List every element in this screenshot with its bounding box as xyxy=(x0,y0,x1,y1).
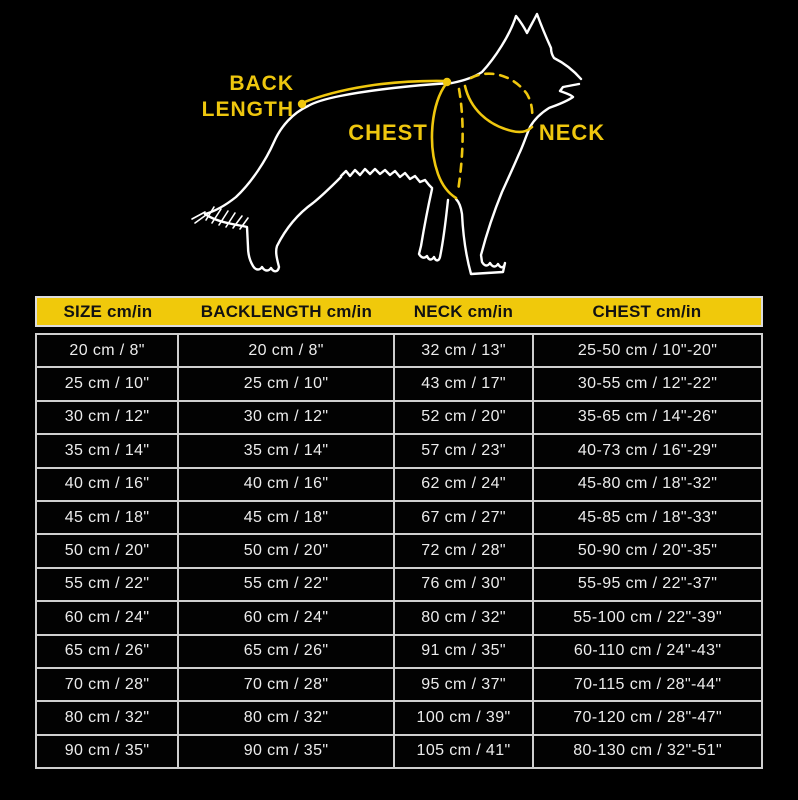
table-cell: 105 cm / 41" xyxy=(394,735,533,768)
table-cell: 55-100 cm / 22"-39" xyxy=(533,601,762,634)
table-row xyxy=(36,334,762,367)
neck-girth-dashed-line xyxy=(471,74,532,118)
table-cell: 40 cm / 16" xyxy=(178,468,394,501)
back-length-label-line1: BACK xyxy=(229,72,294,95)
column-header-neck: NECK cm/in xyxy=(413,301,514,321)
table-cell: 45-85 cm / 18"-33" xyxy=(533,501,762,534)
table-cell: 90 cm / 35" xyxy=(36,735,178,768)
table-cell: 40-73 cm / 16"-29" xyxy=(533,434,762,467)
column-header-chest: CHEST cm/in xyxy=(592,301,702,321)
table-row xyxy=(36,601,762,634)
chest-girth-dashed-line xyxy=(458,89,463,191)
table-row xyxy=(36,635,762,668)
chest-girth-solid-line xyxy=(432,84,456,198)
table-cell: 52 cm / 20" xyxy=(394,401,533,434)
table-cell: 35-65 cm / 14"-26" xyxy=(533,401,762,434)
dog-outline-illustration xyxy=(0,0,798,293)
size-table-header-bar xyxy=(35,296,763,327)
table-cell: 80 cm / 32" xyxy=(36,701,178,734)
table-cell: 25 cm / 10" xyxy=(36,367,178,400)
table-row xyxy=(36,735,762,768)
table-row xyxy=(36,568,762,601)
table-row xyxy=(36,701,762,734)
dog-measurement-illustration xyxy=(0,0,798,293)
size-table-grid xyxy=(35,333,763,769)
table-row xyxy=(36,434,762,467)
table-cell: 20 cm / 8" xyxy=(36,334,178,367)
table-cell: 32 cm / 13" xyxy=(394,334,533,367)
table-cell: 70 cm / 28" xyxy=(178,668,394,701)
table-cell: 90 cm / 35" xyxy=(178,735,394,768)
back-length-label-line2: LENGTH xyxy=(201,98,294,121)
table-cell: 30-55 cm / 12"-22" xyxy=(533,367,762,400)
neck-girth-solid-line xyxy=(465,86,532,132)
size-table xyxy=(35,296,763,769)
table-cell: 60-110 cm / 24"-43" xyxy=(533,635,762,668)
table-cell: 43 cm / 17" xyxy=(394,367,533,400)
table-cell: 72 cm / 28" xyxy=(394,534,533,567)
table-cell: 35 cm / 14" xyxy=(178,434,394,467)
table-cell: 55 cm / 22" xyxy=(178,568,394,601)
table-row xyxy=(36,668,762,701)
table-cell: 45-80 cm / 18"-32" xyxy=(533,468,762,501)
table-cell: 67 cm / 27" xyxy=(394,501,533,534)
table-cell: 55 cm / 22" xyxy=(36,568,178,601)
table-cell: 80 cm / 32" xyxy=(178,701,394,734)
column-header-size: SIZE cm/in xyxy=(63,301,153,321)
table-cell: 25-50 cm / 10"-20" xyxy=(533,334,762,367)
table-cell: 60 cm / 24" xyxy=(36,601,178,634)
dog-jaw-chest-frontleg-path xyxy=(456,84,579,274)
table-cell: 50 cm / 20" xyxy=(36,534,178,567)
table-row xyxy=(36,468,762,501)
table-cell: 30 cm / 12" xyxy=(36,401,178,434)
table-cell: 35 cm / 14" xyxy=(36,434,178,467)
table-cell: 40 cm / 16" xyxy=(36,468,178,501)
table-row xyxy=(36,501,762,534)
back-length-start-dot xyxy=(298,100,306,108)
dog-far-front-leg-path xyxy=(419,189,448,260)
table-row xyxy=(36,534,762,567)
table-cell: 100 cm / 39" xyxy=(394,701,533,734)
table-cell: 65 cm / 26" xyxy=(36,635,178,668)
table-cell: 45 cm / 18" xyxy=(178,501,394,534)
table-cell: 45 cm / 18" xyxy=(36,501,178,534)
table-cell: 76 cm / 30" xyxy=(394,568,533,601)
table-cell: 50 cm / 20" xyxy=(178,534,394,567)
table-cell: 60 cm / 24" xyxy=(178,601,394,634)
table-cell: 70-115 cm / 28"-44" xyxy=(533,668,762,701)
chest-label: CHEST xyxy=(348,120,428,145)
table-cell: 95 cm / 37" xyxy=(394,668,533,701)
table-cell: 70 cm / 28" xyxy=(36,668,178,701)
table-cell: 25 cm / 10" xyxy=(178,367,394,400)
size-table-body xyxy=(36,334,762,768)
table-cell: 70-120 cm / 28"-47" xyxy=(533,701,762,734)
table-cell: 20 cm / 8" xyxy=(178,334,394,367)
table-cell: 55-95 cm / 22"-37" xyxy=(533,568,762,601)
table-cell: 91 cm / 35" xyxy=(394,635,533,668)
table-cell: 57 cm / 23" xyxy=(394,434,533,467)
table-cell: 62 cm / 24" xyxy=(394,468,533,501)
table-row xyxy=(36,367,762,400)
dog-belly-fur-path xyxy=(341,169,432,188)
table-cell: 30 cm / 12" xyxy=(178,401,394,434)
dog-head-back-path xyxy=(308,14,581,106)
table-cell: 80-130 cm / 32"-51" xyxy=(533,735,762,768)
table-row xyxy=(36,401,762,434)
table-cell: 65 cm / 26" xyxy=(178,635,394,668)
dog-rear-tail-leg-path xyxy=(205,106,341,271)
neck-label: NECK xyxy=(538,120,606,145)
table-cell: 50-90 cm / 20"-35" xyxy=(533,534,762,567)
column-header-backlength: BACKLENGTH cm/in xyxy=(200,301,373,321)
table-cell: 80 cm / 32" xyxy=(394,601,533,634)
